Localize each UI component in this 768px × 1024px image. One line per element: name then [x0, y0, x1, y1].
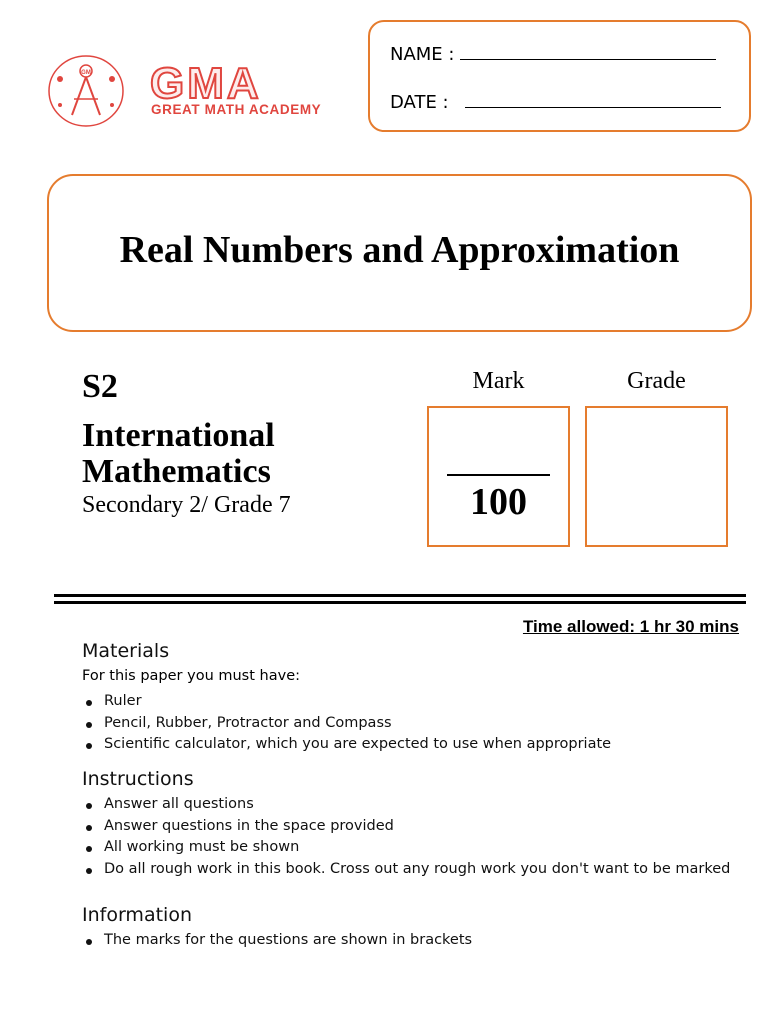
date-row [390, 92, 721, 113]
grade-box[interactable] [585, 406, 728, 547]
information-heading: Information [82, 904, 192, 926]
name-row [390, 44, 716, 65]
date-label: DATE : [390, 92, 449, 113]
list-item: Do all rough work in this book. Cross out any rough work you don't want to be marked [84, 859, 730, 881]
paper-title: Real Numbers and Approximation [119, 229, 680, 271]
date-field[interactable] [465, 94, 721, 108]
grade-label: Grade [627, 368, 686, 394]
list-item: Answer questions in the space provided [84, 816, 730, 838]
list-item: Scientific calculator, which you are expected to use when appropriate [84, 734, 611, 756]
gma-emblem-icon [46, 53, 126, 129]
list-item: Ruler [84, 691, 611, 713]
instructions-list [84, 794, 730, 880]
materials-heading: Materials [82, 640, 170, 662]
subject-line-2: Mathematics [82, 453, 271, 490]
name-label: NAME : [390, 44, 455, 65]
name-field[interactable] [460, 46, 716, 60]
gma-wordmark [150, 60, 326, 116]
subject-line-1: International [82, 417, 275, 454]
list-item: Pencil, Rubber, Protractor and Compass [84, 713, 611, 735]
course-subject [82, 418, 275, 490]
name-date-box [368, 20, 751, 132]
information-list [84, 930, 472, 952]
emblem-initials: GM [81, 70, 91, 76]
instructions-heading: Instructions [82, 768, 194, 790]
materials-list [84, 691, 611, 756]
list-item: All working must be shown [84, 837, 730, 859]
course-level: Secondary 2/ Grade 7 [82, 492, 291, 518]
course-code: S2 [82, 368, 118, 405]
mark-total: 100 [470, 481, 527, 523]
mark-score-line [447, 474, 550, 476]
list-item: Answer all questions [84, 794, 730, 816]
materials-intro: For this paper you must have: [82, 668, 300, 684]
logo-wordmark: GMA [150, 60, 262, 108]
mark-label: Mark [472, 368, 525, 394]
logo-tagline: GREAT MATH ACADEMY [151, 102, 322, 116]
gma-logo [46, 50, 328, 130]
list-item: The marks for the questions are shown in brackets [84, 930, 472, 952]
double-divider [54, 594, 746, 604]
time-allowed: Time allowed: 1 hr 30 mins [522, 617, 739, 636]
mark-box[interactable] [427, 406, 570, 547]
title-box [47, 174, 752, 332]
